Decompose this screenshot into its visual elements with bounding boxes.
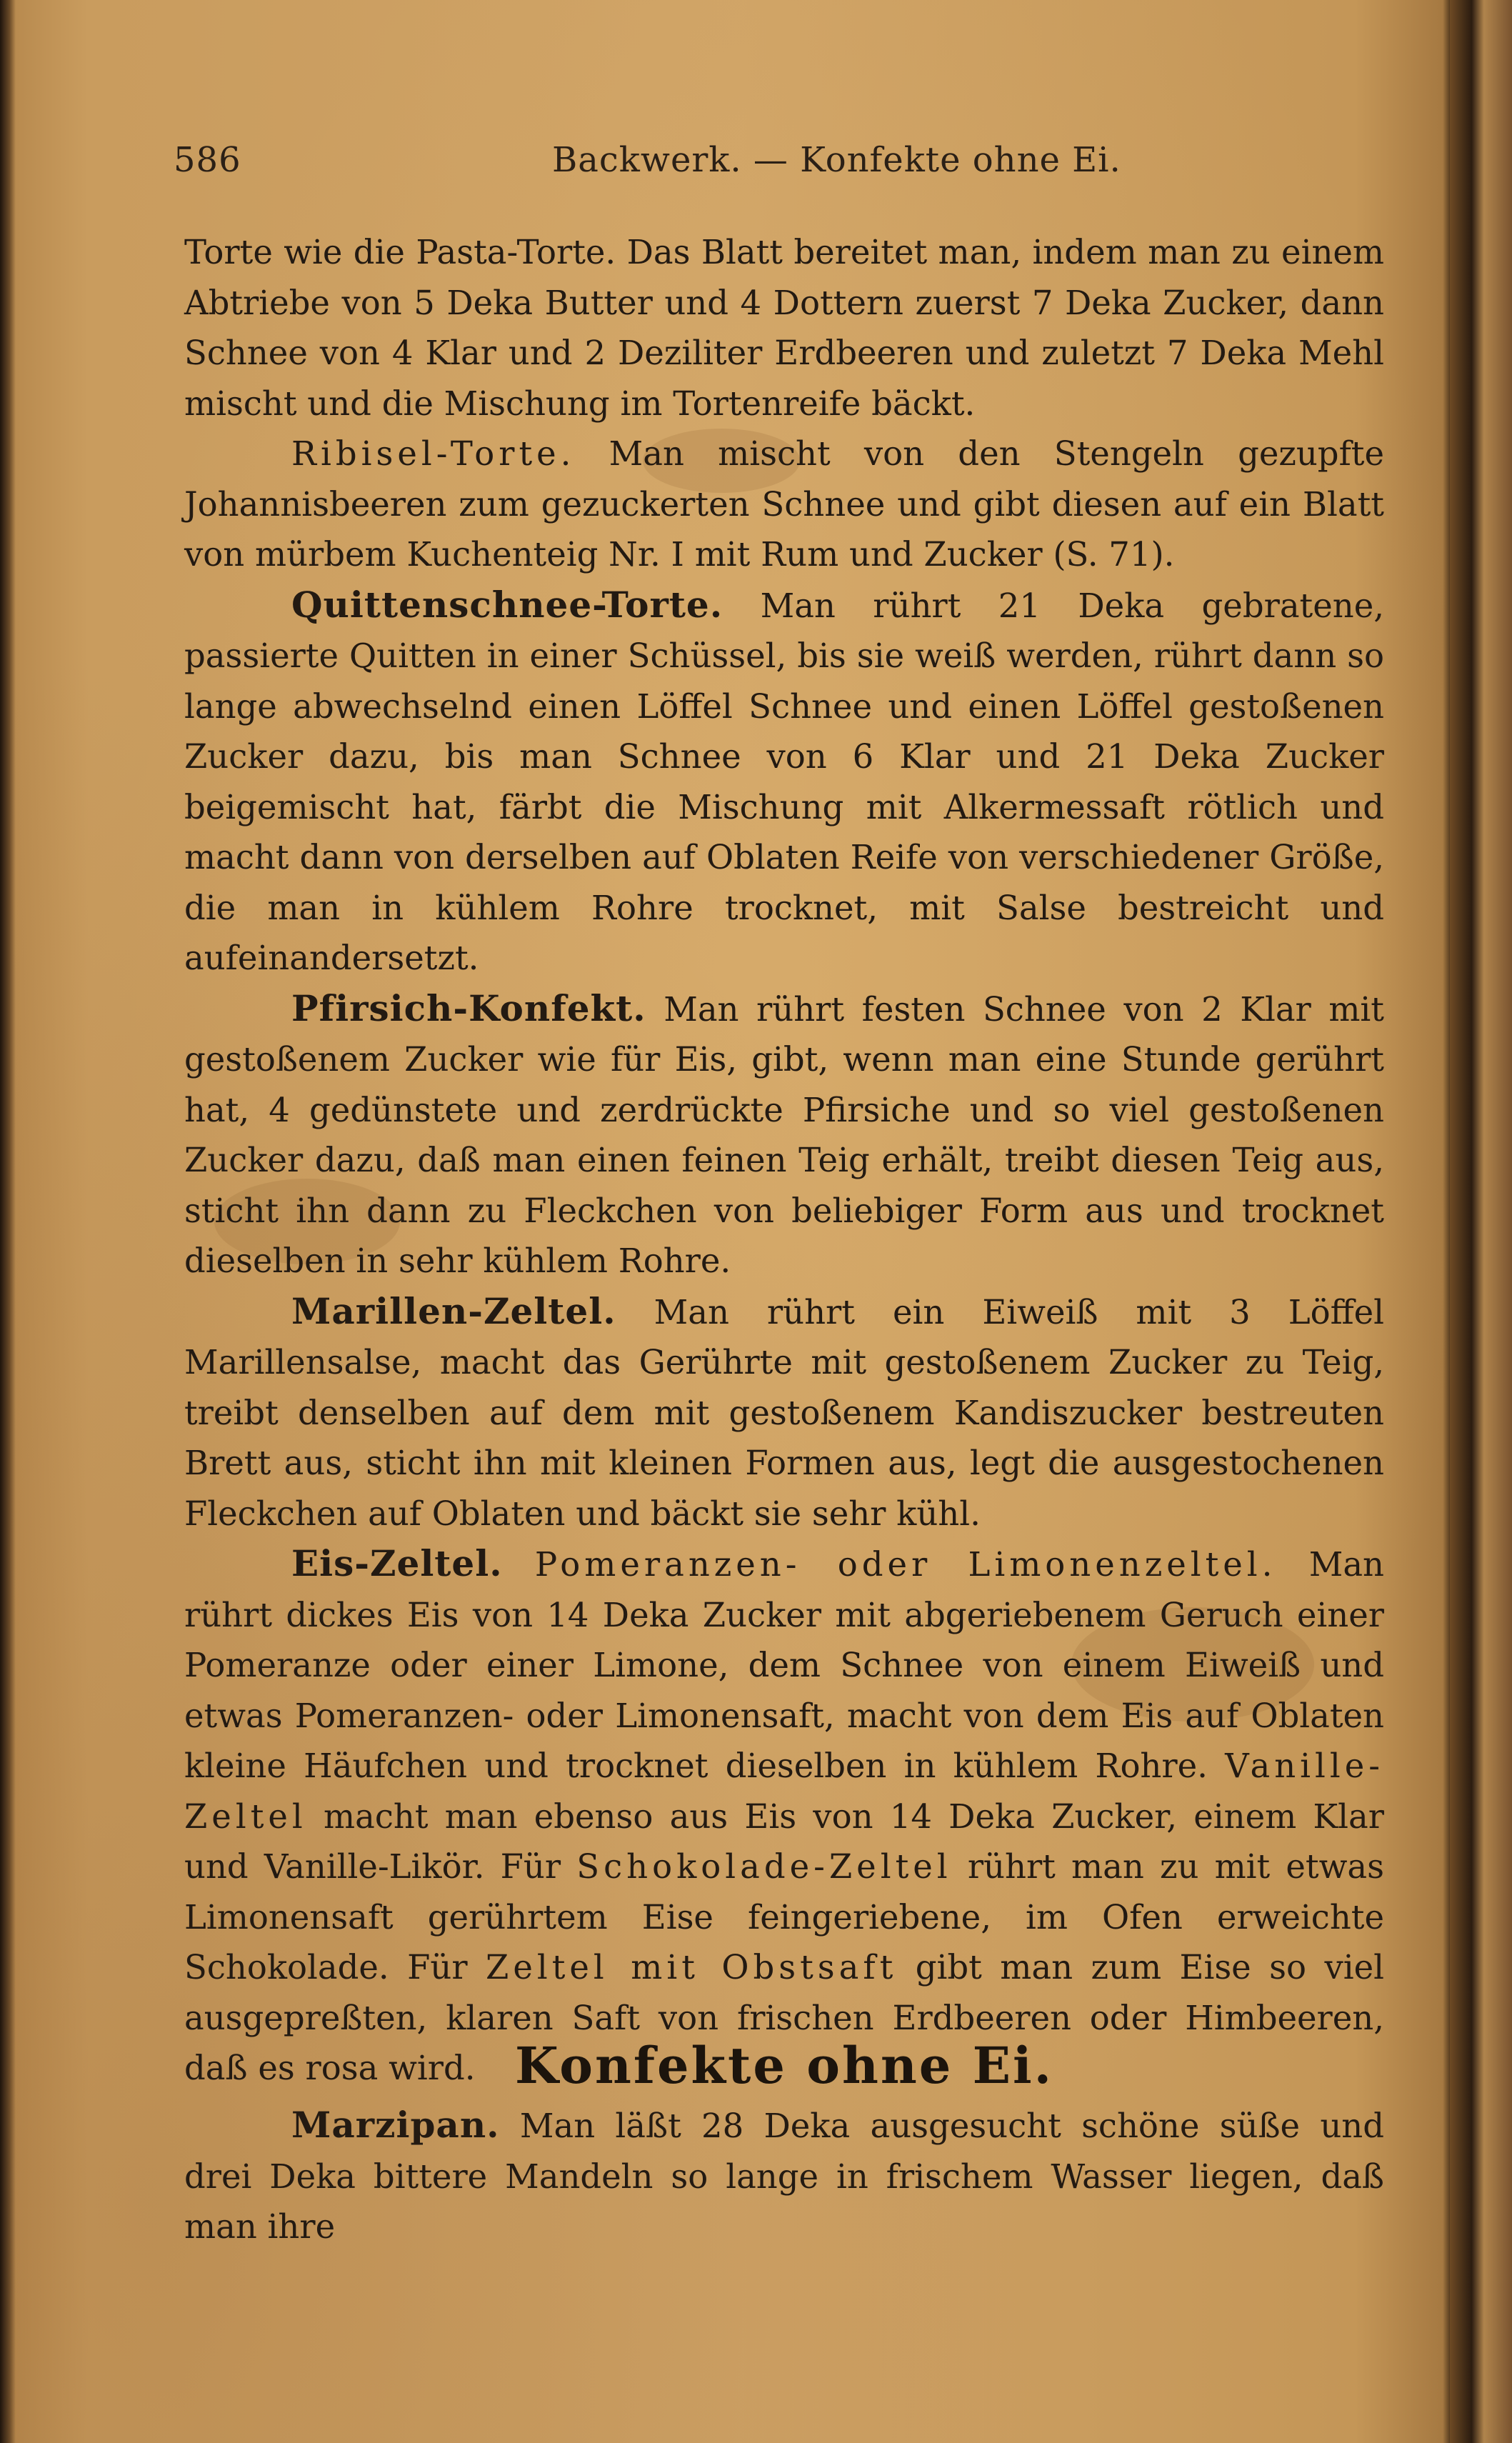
paragraph-text: Man mischt von den Stengeln gezupfte Johannisbeeren zum gezuckerten Schnee und gibt diesen auf ein Blatt von mürbem Kuchenteig Nr. I mit Rum und Zucker (S. 71).	[184, 434, 1384, 574]
recipe-title: Ribisel-Torte.	[291, 434, 576, 473]
paragraph-text: Man rührt 21 Deka gebratene, passierte Quitten in einer Schüssel, bis sie weiß werden, rührt dann so lange abwechselnd einen Löffel Schnee und einen Löffel gestoßenen Zucker dazu, bis man Schnee von 6 Klar und 21 Deka Zucker beigemischt hat, färbt die Mischung mit Alkermessaft rötlich und macht dann von derselben auf Oblaten Reife von verschiedener Größe, die man in kühlem Rohre trocknet, mit Salse bestreicht und aufeinandersetzt.	[184, 586, 1384, 977]
paragraph-text: Man rührt ein Eiweiß mit 3 Löffel Marillensalse, macht das Gerührte mit gestoßenem Zucker zu Teig, treibt denselben auf dem mit gestoßenem Kandiszucker bestreuten Brett aus, sticht ihn mit kleinen Formen aus, legt die ausgestochenen Fleckchen auf Oblaten und bäckt sie sehr kühl.	[184, 1292, 1384, 1533]
paragraph-text: Man rührt festen Schnee von 2 Klar mit gestoßenem Zucker wie für Eis, gibt, wenn man eine Stunde gerührt hat, 4 gedünstete und zerdrückte Pfirsiche und so viel gestoßenen Zucker dazu, daß man einen feinen Teig erhält, treibt diesen Teig aus, sticht ihn dann zu Fleckchen von beliebiger Form aus und trocknet dieselben in sehr kühlem Rohre.	[184, 989, 1384, 1280]
spaced-term: Zeltel mit Obstsaft	[486, 1948, 898, 1987]
binding-edge	[1450, 0, 1512, 2443]
paragraph-torte-continued	[184, 227, 1384, 429]
paragraph-text: gibt man zum Eise so viel ausgepreßten, klaren Saft von frischen Erdbeeren oder Himbeeren, daß es rosa wird.	[184, 1948, 1384, 2087]
paragraph-text: Torte wie die Pasta-Torte. Das Blatt bereitet man, indem man zu einem Abtriebe von 5 Deka Butter und 4 Dottern zuerst 7 Deka Zucker, dann Schnee von 4 Klar und 2 Deziliter Erdbeeren und zuletzt 7 Deka Mehl mischt und die Mischung im Tortenreife bäckt.	[184, 233, 1384, 423]
recipe-title: Marzipan.	[291, 2104, 500, 2146]
paragraph-pfirsich-konfekt	[184, 984, 1384, 1287]
section-body-text	[184, 2100, 1384, 2252]
recipe-title: Pfirsich-Konfekt.	[291, 986, 646, 1029]
spaced-term: Pomeranzen- oder Limonenzeltel.	[534, 1545, 1277, 1584]
paragraph-text: Man rührt dickes Eis von 14 Deka Zucker mit abgeriebenem Geruch einer Pomeranze oder einer Limone, dem Schnee von einem Eiweiß und etwas Pomeranzen- oder Limonensaft, macht von dem Eis auf Oblaten kleine Häufchen und trocknet dieselben in kühlem Rohre.	[184, 1545, 1384, 1785]
paragraph-ribisel-torte	[184, 429, 1384, 580]
spaced-term: Schokolade-Zeltel	[576, 1847, 952, 1886]
paragraph-text: macht man ebenso aus Eis von 14 Deka Zucker, einem Klar und Vanille-Likör. Für	[184, 1797, 1384, 1886]
recipe-title: Eis-Zeltel.	[291, 1542, 503, 1584]
paragraph-marzipan	[184, 2100, 1384, 2252]
paragraph-marillen-zeltel	[184, 1287, 1384, 1539]
page-number: 586	[174, 140, 241, 180]
recipe-title: Marillen-Zeltel.	[291, 1289, 616, 1332]
paragraph-quittenschnee-torte	[184, 580, 1384, 984]
paragraph-text: rührt man zu mit etwas Limonensaft gerührtem Eise feingeriebene, im Ofen erweichte Schokolade. Für	[184, 1847, 1384, 1987]
paragraph-eis-zeltel	[184, 1539, 1384, 2094]
page-left-edge	[0, 0, 16, 2443]
running-head: Backwerk. — Konfekte ohne Ei.	[552, 140, 1121, 180]
section-title: Konfekte ohne Ei.	[515, 2036, 1053, 2095]
page-header	[174, 140, 1388, 190]
recipe-title: Quittenschnee-Torte.	[291, 583, 724, 626]
paragraph-text: Man läßt 28 Deka ausgesucht schöne süße und drei Deka bittere Mandeln so lange in frischem Wasser liegen, daß man ihre	[184, 2107, 1384, 2246]
spaced-term: Vanille-Zeltel	[184, 1747, 1384, 1836]
body-text	[184, 227, 1384, 2094]
